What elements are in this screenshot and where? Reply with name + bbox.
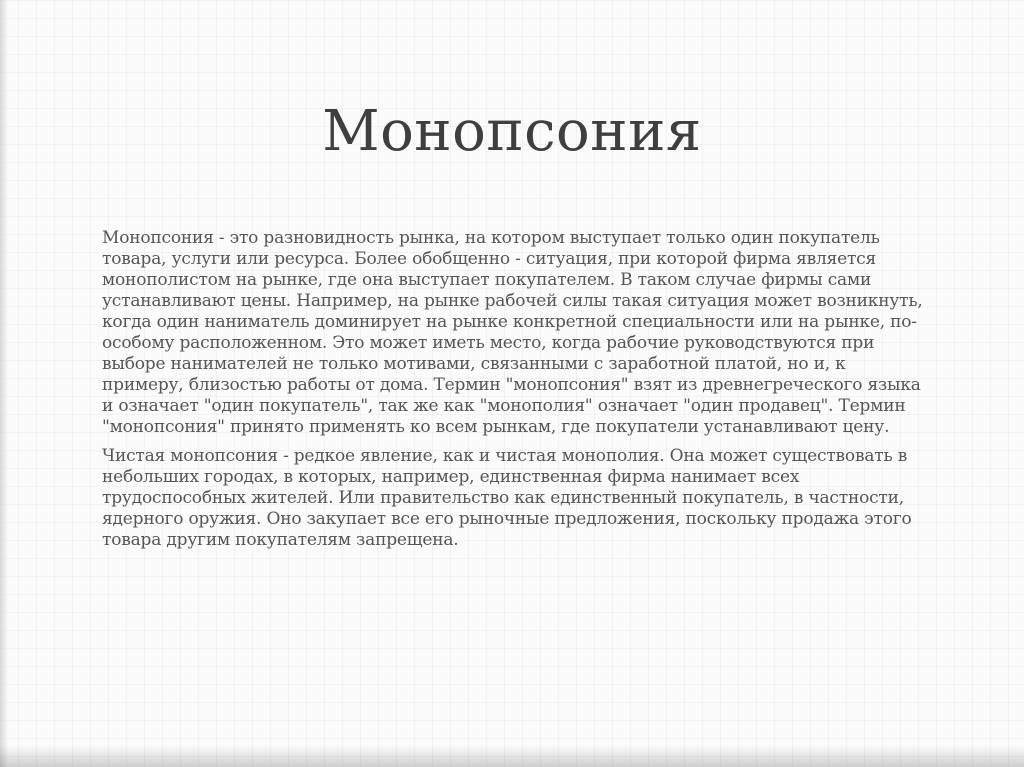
slide-body — [102, 228, 932, 559]
body-paragraph: Монопсония - это разновидность рынка, на котором выступает только один покупатель товара, услуги или ресурса. Более обобщенно - ситуация, при которой фирма является монополистом на рынке, где она выступает покупателем. В таком случае фирмы сами устанавливают цены. Например, на рынке рабочей силы такая ситуация может возникнуть, когда один наниматель доминирует на рынке конкретной специальности или на рынке, по-особому расположенном. Это может иметь место, когда рабочие руководствуются при выборе нанимателей не только мотивами, связанными с заработной платой, но и, к примеру, близостью работы от дома. Термин "монопсония" взят из древнегреческого языка и означает "один покупатель", так же как "монополия" означает "один продавец". Термин "монопсония" принято применять ко всем рынкам, где покупатели устанавливают цену. — [102, 228, 923, 437]
body-paragraph: Чистая монопсония - редкое явление, как и чистая монополия. Она может существовать в небольших городах, в которых, например, единственная фирма нанимает всех трудоспособных жителей. Или правительство как единственный покупатель, в частности, ядерного оружия. Оно закупает все его рыночные предложения, поскольку продажа этого товара другим покупателям запрещена. — [102, 446, 912, 550]
page-bottom-shadow — [0, 745, 1024, 767]
slide-title: Монопсония — [322, 99, 702, 164]
